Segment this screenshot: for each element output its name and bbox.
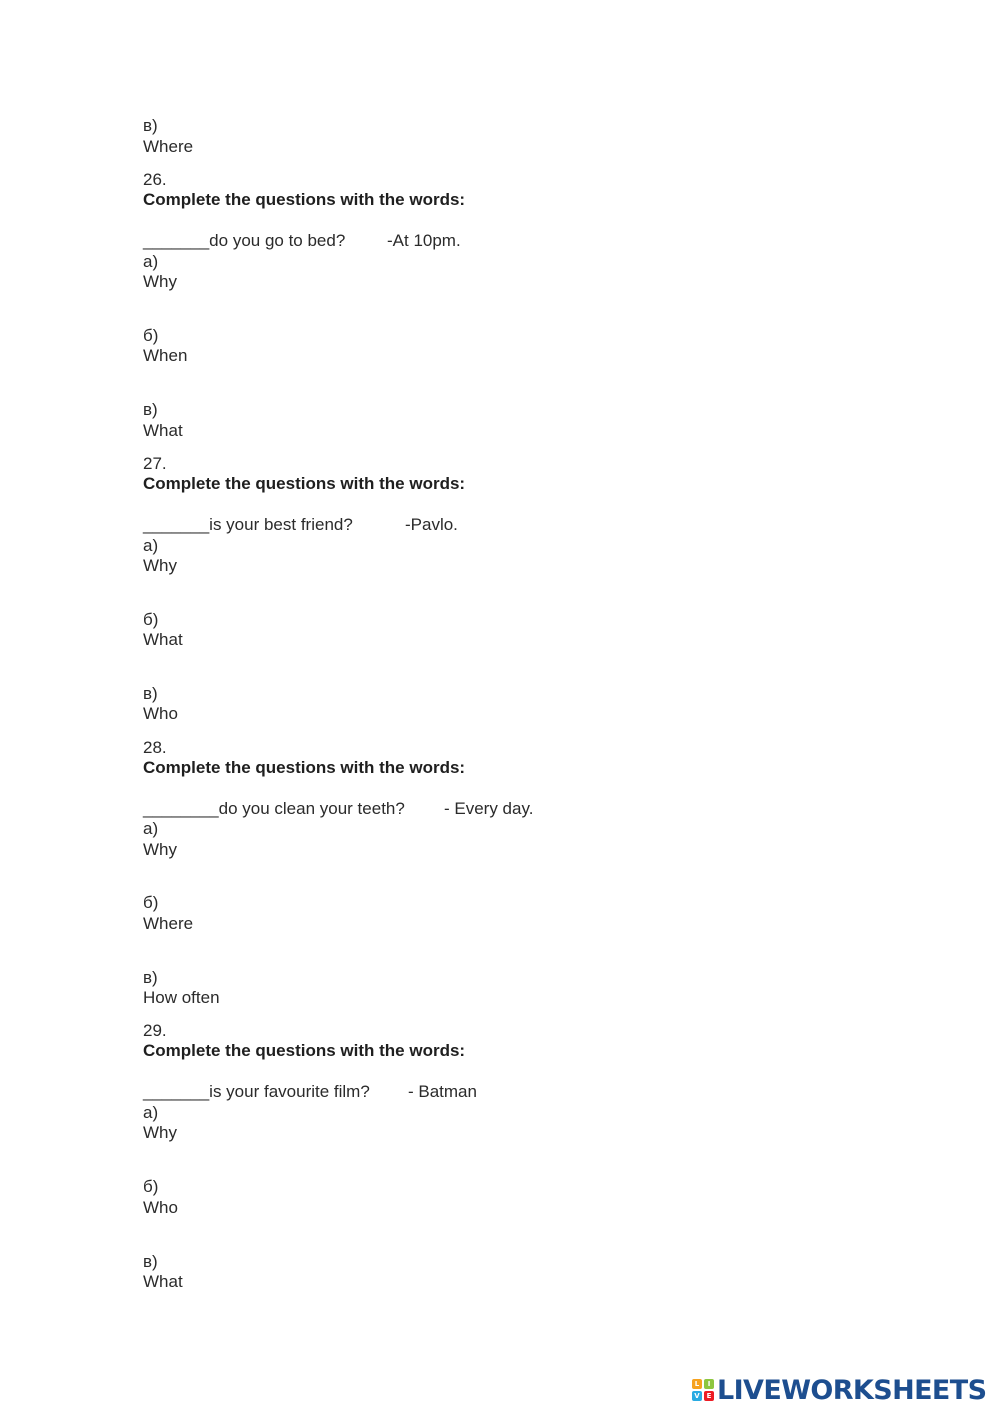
q25-option-c-label: в) xyxy=(143,116,158,135)
q29-instruction: Complete the questions with the words: xyxy=(143,1041,466,1060)
q26-option-b-label: б) xyxy=(143,326,159,345)
q27-option-b-label: б) xyxy=(143,610,159,629)
q29-option-c-label: в) xyxy=(143,1252,158,1271)
q28-instruction: Complete the questions with the words: xyxy=(143,758,466,777)
brand-name: LIVEWORKSHEETS xyxy=(717,1374,987,1406)
q29-option-b-text[interactable]: Who xyxy=(143,1198,178,1217)
q26-option-c-label: в) xyxy=(143,400,158,419)
logo-squares-icon xyxy=(692,1379,714,1401)
logo-square-i: I xyxy=(704,1379,714,1389)
liveworksheets-logo xyxy=(692,1374,986,1406)
q26-number: 26. xyxy=(143,170,167,189)
q28-option-b-text[interactable]: Where xyxy=(143,914,194,933)
q29-option-a-text[interactable]: Why xyxy=(143,1123,177,1142)
q28-option-c-text[interactable]: How often xyxy=(143,988,220,1007)
q27-answer: -Pavlo. xyxy=(405,515,458,534)
q25-option-c-text[interactable]: Where xyxy=(143,137,194,156)
q27-option-c-label: в) xyxy=(143,684,158,703)
q27-option-b-text[interactable]: What xyxy=(143,630,183,649)
q29-prompt: _______is your favourite film? xyxy=(143,1082,370,1101)
q26-option-a-text[interactable]: Why xyxy=(143,272,177,291)
q28-answer: - Every day. xyxy=(444,799,534,818)
q26-option-a-label: а) xyxy=(143,252,159,271)
q26-option-c-text[interactable]: What xyxy=(143,421,183,440)
q29-option-c-text[interactable]: What xyxy=(143,1272,183,1291)
logo-square-e: E xyxy=(704,1391,714,1401)
q27-option-a-text[interactable]: Why xyxy=(143,556,177,575)
q29-answer: - Batman xyxy=(408,1082,477,1101)
q28-number: 28. xyxy=(143,738,167,757)
q28-option-c-label: в) xyxy=(143,968,158,987)
q27-number: 27. xyxy=(143,454,167,473)
worksheet-page xyxy=(143,0,903,1414)
q27-option-a-label: а) xyxy=(143,536,159,555)
q28-option-a-text[interactable]: Why xyxy=(143,840,177,859)
q26-prompt: _______do you go to bed? xyxy=(143,231,346,250)
q26-instruction: Complete the questions with the words: xyxy=(143,190,466,209)
q28-option-b-label: б) xyxy=(143,893,159,912)
logo-square-v: V xyxy=(692,1391,702,1401)
q26-option-b-text[interactable]: When xyxy=(143,346,188,365)
q29-option-a-label: а) xyxy=(143,1103,159,1122)
q26-answer: -At 10pm. xyxy=(387,231,461,250)
q27-option-c-text[interactable]: Who xyxy=(143,704,178,723)
q29-number: 29. xyxy=(143,1021,167,1040)
q28-prompt: ________do you clean your teeth? xyxy=(143,799,405,818)
q27-instruction: Complete the questions with the words: xyxy=(143,474,466,493)
q29-option-b-label: б) xyxy=(143,1177,159,1196)
q27-prompt: _______is your best friend? xyxy=(143,515,353,534)
q28-option-a-label: а) xyxy=(143,819,159,838)
logo-square-l: L xyxy=(692,1379,702,1389)
